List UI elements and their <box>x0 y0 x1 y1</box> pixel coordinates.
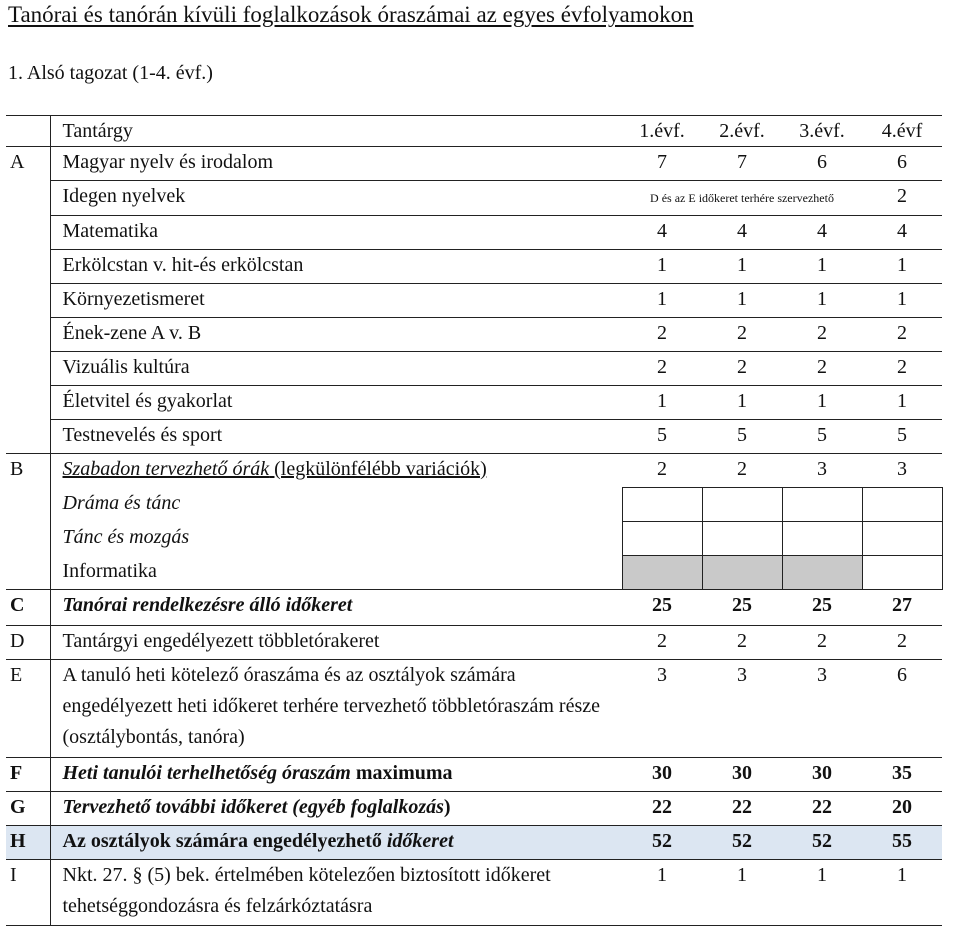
row-value: 52 <box>782 826 862 860</box>
table-header-row <box>6 116 942 147</box>
table-row <box>6 181 942 216</box>
row-subject: Idegen nyelvek <box>50 181 622 216</box>
row-value: 6 <box>862 660 942 758</box>
row-value: 27 <box>862 590 942 626</box>
empty-cell <box>782 488 862 522</box>
table-row <box>6 590 942 626</box>
row-value: 1 <box>782 284 862 318</box>
table-row <box>6 318 942 352</box>
table-row <box>6 454 942 488</box>
row-value: 1 <box>862 860 942 926</box>
code-cell <box>6 116 50 147</box>
empty-cell <box>702 488 782 522</box>
row-value: 7 <box>702 147 782 181</box>
row-value: 55 <box>862 826 942 860</box>
row-value: 4 <box>622 216 702 250</box>
row-subject: Nkt. 27. § (5) bek. értelmében kötelezően biztosított időkeret tehetséggondozásra és felzárkóztatásra <box>50 860 622 926</box>
table-row <box>6 626 942 660</box>
row-value: 3 <box>622 660 702 758</box>
row-code <box>6 284 50 318</box>
empty-cell <box>862 556 942 590</box>
row-value: 2 <box>702 626 782 660</box>
row-code: E <box>6 660 50 758</box>
row-value: 1 <box>782 386 862 420</box>
row-value: 1 <box>862 386 942 420</box>
row-value: 2 <box>862 318 942 352</box>
row-value: 3 <box>782 454 862 488</box>
row-value: 2 <box>702 352 782 386</box>
row-value: 22 <box>622 792 702 826</box>
row-value: 2 <box>622 318 702 352</box>
table-row <box>6 352 942 386</box>
row-code <box>6 352 50 386</box>
row-subject: Matematika <box>50 216 622 250</box>
row-value: 2 <box>622 352 702 386</box>
empty-cell <box>622 522 702 556</box>
row-value: 3 <box>702 660 782 758</box>
row-value: 30 <box>622 758 702 792</box>
row-value: 52 <box>702 826 782 860</box>
row-value: 25 <box>702 590 782 626</box>
row-subject: Tantárgyi engedélyezett többletórakeret <box>50 626 622 660</box>
table-row <box>6 522 942 556</box>
page-title: Tanórai és tanórán kívüli foglalkozások óraszámai az egyes évfolyamokon <box>8 2 694 27</box>
row-subject: Tánc és mozgás <box>62 525 190 548</box>
row-value: 2 <box>782 626 862 660</box>
table-row <box>6 860 942 926</box>
row-subject <box>50 758 622 792</box>
row-code: I <box>6 860 50 926</box>
row-code: B <box>6 454 50 488</box>
table-row <box>6 386 942 420</box>
section-title: 1. Alsó tagozat (1-4. évf.) <box>8 62 213 84</box>
row-value: 5 <box>622 420 702 454</box>
row-code <box>6 318 50 352</box>
table-row <box>6 758 942 792</box>
row-value: 5 <box>862 420 942 454</box>
row-value: 1 <box>702 860 782 926</box>
row-value: 2 <box>782 352 862 386</box>
row-subject-italic: Szabadon tervezhető órák <box>62 458 270 480</box>
row-code: G <box>6 792 50 826</box>
row-value: 2 <box>702 318 782 352</box>
row-subject: Vizuális kultúra <box>50 352 622 386</box>
table-row <box>6 792 942 826</box>
row-subject: Erkölcstan v. hit-és erkölcstan <box>50 250 622 284</box>
table-row-highlighted <box>6 826 942 860</box>
table-row <box>6 420 942 454</box>
empty-cell <box>862 522 942 556</box>
row-subject: Informatika <box>62 559 157 582</box>
row-subject <box>50 454 622 488</box>
table-row <box>6 284 942 318</box>
row-value: 1 <box>782 250 862 284</box>
row-code <box>6 556 50 590</box>
header-year: 4.évf <box>862 116 942 147</box>
row-value: 2 <box>862 181 942 216</box>
row-code <box>6 181 50 216</box>
shaded-cell <box>782 556 862 590</box>
empty-cell <box>862 488 942 522</box>
row-subject-italic: Heti tanulói terhelhetőség óraszám <box>62 762 351 784</box>
row-value: 1 <box>782 860 862 926</box>
header-subject: Tantárgy <box>50 116 622 147</box>
header-year: 2.évf. <box>702 116 782 147</box>
row-value: 5 <box>702 420 782 454</box>
row-value: 4 <box>702 216 782 250</box>
row-code: A <box>6 147 50 181</box>
row-code <box>6 216 50 250</box>
table-row <box>6 488 942 522</box>
shaded-cell <box>622 556 702 590</box>
row-subject: Életvitel és gyakorlat <box>50 386 622 420</box>
row-value: 1 <box>622 250 702 284</box>
row-value: 1 <box>622 386 702 420</box>
row-value: 6 <box>782 147 862 181</box>
row-subject <box>50 826 622 860</box>
row-subject-rest: (legkülönfélébb variációk) <box>269 458 487 480</box>
row-subject-italic: időkeret <box>386 830 454 852</box>
row-subject: Környezetismeret <box>50 284 622 318</box>
row-code: D <box>6 626 50 660</box>
hours-table <box>6 115 943 926</box>
row-value: 2 <box>702 454 782 488</box>
row-subject: Magyar nyelv és irodalom <box>50 147 622 181</box>
row-subject-italic: Tervezhető további időkeret (egyéb foglalkozás <box>62 796 444 818</box>
row-code: C <box>6 590 50 626</box>
row-subject <box>50 792 622 826</box>
row-value: 20 <box>862 792 942 826</box>
row-subject-rest: maximuma <box>350 762 453 784</box>
row-subject: Tanórai rendelkezésre álló időkeret <box>50 590 622 626</box>
row-value: 2 <box>862 626 942 660</box>
row-value: 1 <box>862 284 942 318</box>
row-subject: Dráma és tánc <box>62 491 181 514</box>
row-value: 4 <box>862 216 942 250</box>
shaded-cell <box>702 556 782 590</box>
row-subject-plain: Az osztályok számára engedélyezhető <box>62 830 387 852</box>
row-value: 22 <box>702 792 782 826</box>
table-row <box>6 660 942 758</box>
table-row <box>6 250 942 284</box>
row-value: 1 <box>622 860 702 926</box>
row-code <box>6 488 50 522</box>
row-value: 2 <box>782 318 862 352</box>
row-subject: Ének-zene A v. B <box>50 318 622 352</box>
row-value: 6 <box>862 147 942 181</box>
row-code: H <box>6 826 50 860</box>
row-value: 30 <box>782 758 862 792</box>
header-year: 1.évf. <box>622 116 702 147</box>
row-value: 25 <box>782 590 862 626</box>
empty-cell <box>702 522 782 556</box>
table-row <box>6 556 942 590</box>
row-value: 2 <box>862 352 942 386</box>
row-value: 1 <box>622 284 702 318</box>
row-value: 5 <box>782 420 862 454</box>
row-value: 4 <box>782 216 862 250</box>
row-value: 35 <box>862 758 942 792</box>
row-code: F <box>6 758 50 792</box>
row-value: 1 <box>702 386 782 420</box>
row-code <box>6 420 50 454</box>
table-row <box>6 216 942 250</box>
row-value: 22 <box>782 792 862 826</box>
row-note: D és az E időkeret terhére szervezhető <box>622 181 862 216</box>
row-code <box>6 522 50 556</box>
row-value: 2 <box>622 626 702 660</box>
row-subject: Testnevelés és sport <box>50 420 622 454</box>
row-value: 7 <box>622 147 702 181</box>
empty-cell <box>782 522 862 556</box>
row-value: 30 <box>702 758 782 792</box>
row-subject-rest: ) <box>443 796 451 818</box>
row-code <box>6 386 50 420</box>
row-value: 2 <box>622 454 702 488</box>
row-value: 1 <box>862 250 942 284</box>
row-value: 25 <box>622 590 702 626</box>
row-subject: A tanuló heti kötelező óraszáma és az osztályok számára engedélyezett heti időkeret terhére tervezhető többletóraszám része (osztálybontás, tanóra) <box>50 660 622 758</box>
row-value: 1 <box>702 284 782 318</box>
row-code <box>6 250 50 284</box>
empty-cell <box>622 488 702 522</box>
row-value: 1 <box>702 250 782 284</box>
row-value: 3 <box>862 454 942 488</box>
header-year: 3.évf. <box>782 116 862 147</box>
row-value: 3 <box>782 660 862 758</box>
row-value: 52 <box>622 826 702 860</box>
table-row <box>6 147 942 181</box>
